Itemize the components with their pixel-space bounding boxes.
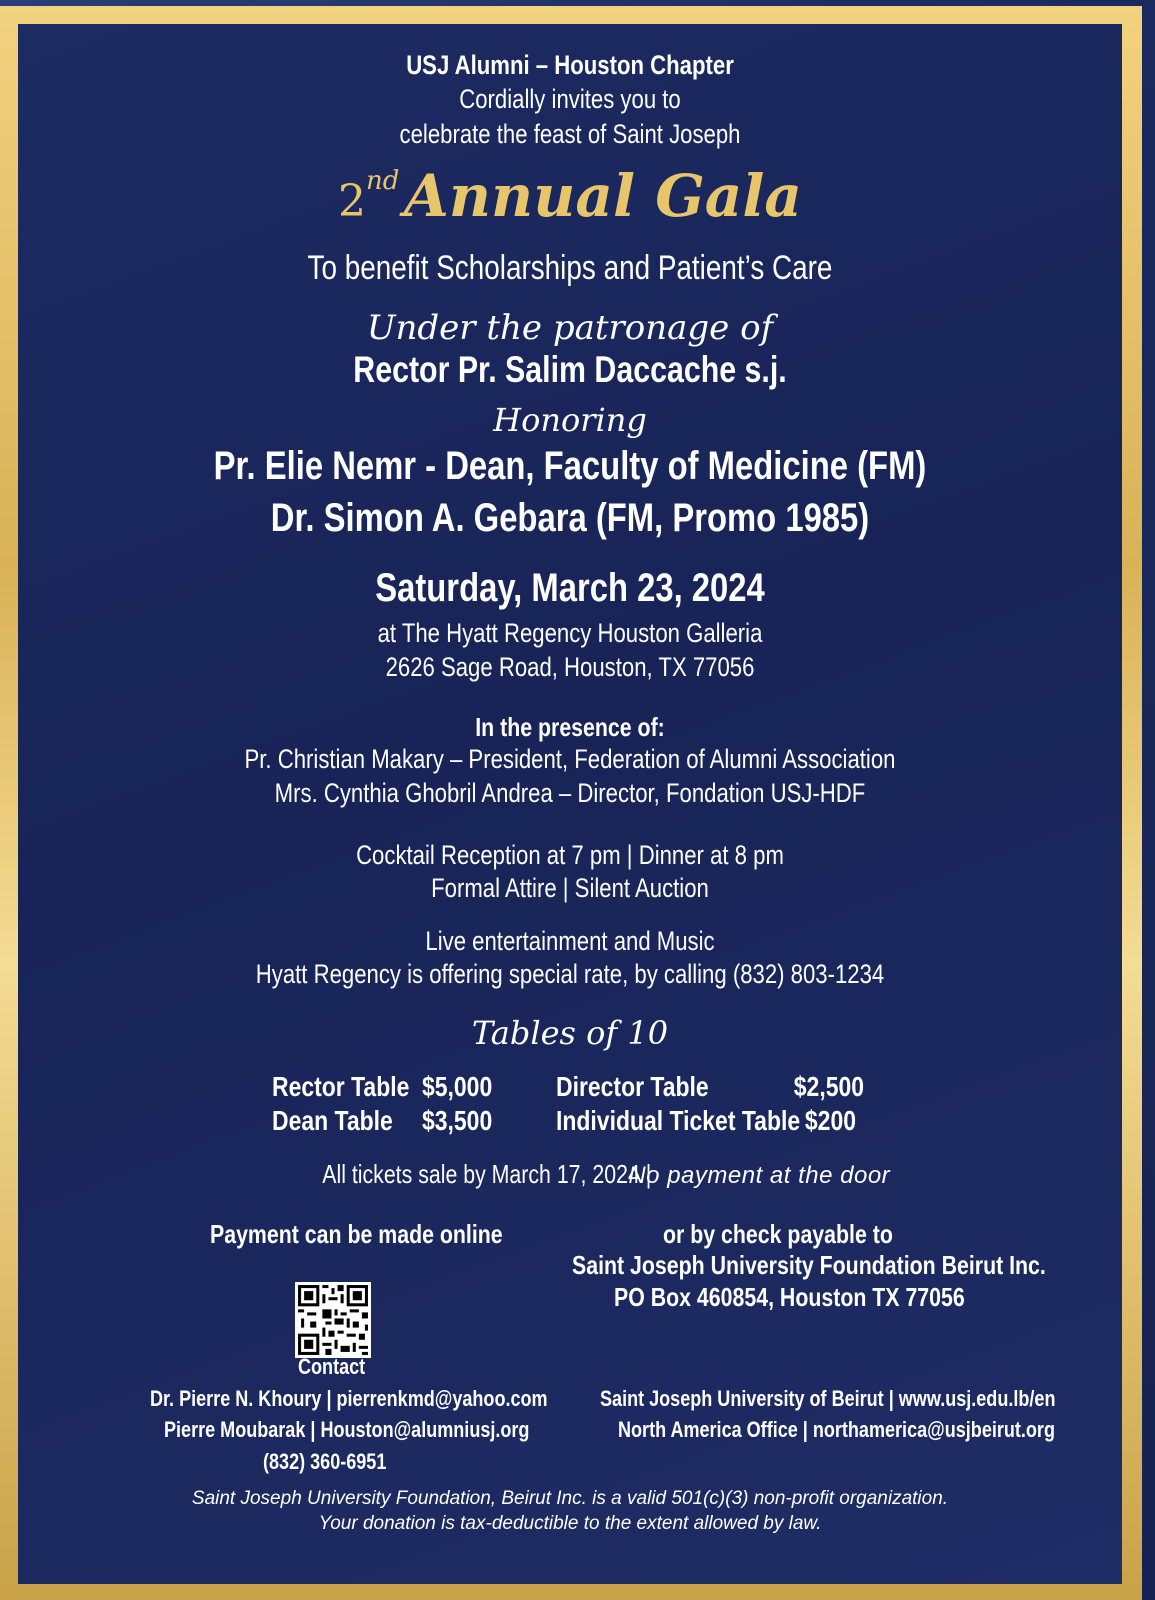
table-director-price: $2,500 [793,1071,864,1102]
schedule-line-2: Formal Attire | Silent Auction [431,873,709,903]
qr-code-icon [295,1282,371,1358]
no-door-payment: No payment at the door [628,1162,891,1189]
org-name: USJ Alumni – Houston Chapter [406,50,734,80]
contact-right-2: North America Office | northamerica@usjbeirut.org [618,1417,1055,1442]
event-address: 2626 Sage Road, Houston, TX 77056 [385,652,755,682]
payment-online-label: Payment can be made online [210,1219,503,1249]
invite-line-1: Cordially invites you to [459,84,681,114]
table-dean-name: Dean Table [272,1105,393,1136]
check-line-1: or by check payable to [663,1219,893,1249]
table-dean-price: $3,500 [422,1105,493,1136]
patron-name: Rector Pr. Salim Daccache s.j. [353,349,787,390]
honoring-label: Honoring [493,401,647,439]
extras-line-1: Live entertainment and Music [425,926,715,956]
table-individual-name: Individual Ticket Table [556,1105,801,1136]
gala-name: Annual Gala [403,162,802,230]
table-individual-price: $200 [804,1105,856,1136]
presence-guest-1: Pr. Christian Makary – President, Federation of Alumni Association [244,744,896,774]
ticket-deadline: All tickets sale by March 17, 2024 | [322,1159,652,1189]
contact-right-1: Saint Joseph University of Beirut | www.usj.edu.lb/en [600,1386,1056,1411]
tables-label: Tables of 10 [471,1014,669,1052]
contact-left-1: Dr. Pierre N. Khoury | pierrenkmd@yahoo.com [150,1386,548,1411]
contact-left-2: Pierre Moubarak | Houston@alumniusj.org [164,1417,530,1442]
presence-guest-2: Mrs. Cynthia Ghobril Andrea – Director, Fondation USJ-HDF [274,778,866,808]
contact-label: Contact [298,1354,366,1379]
patronage-label: Under the patronage of [366,308,774,348]
gala-title [18,162,1122,242]
ticket-deadline-line [18,1159,1122,1190]
event-date: Saturday, March 23, 2024 [375,566,765,610]
gala-ordinal-suffix: nd [366,166,400,196]
event-venue: at The Hyatt Regency Houston Galleria [377,618,763,648]
extras-line-2: Hyatt Regency is offering special rate, by calling (832) 803-1234 [255,959,885,989]
table-rector-name: Rector Table [272,1071,410,1102]
payment-qr-code[interactable] [295,1282,371,1358]
table-rector-price: $5,000 [422,1071,493,1102]
check-line-2: Saint Joseph University Foundation Beirut Inc. [572,1250,1046,1280]
benefit-line: To benefit Scholarships and Patient’s Care [307,249,833,287]
honoree-2: Dr. Simon A. Gebara (FM, Promo 1985) [270,496,870,540]
check-line-3: PO Box 460854, Houston TX 77056 [614,1282,965,1312]
contact-phone: (832) 360-6951 [263,1449,387,1474]
footer-line-2: Your donation is tax-deductible to the extent allowed by law. [318,1513,822,1534]
invite-line-2: celebrate the feast of Saint Joseph [399,119,741,149]
invitation-card [18,24,1122,1584]
schedule-line-1: Cocktail Reception at 7 pm | Dinner at 8 pm [356,840,784,870]
gala-ordinal: 2 [338,176,367,227]
footer-line-1: Saint Joseph University Foundation, Beirut Inc. is a valid 501(c)(3) non-profit organization. [191,1488,949,1509]
honoree-1: Pr. Elie Nemr - Dean, Faculty of Medicine (FM) [213,444,927,488]
presence-label: In the presence of: [475,712,665,742]
table-director-name: Director Table [556,1071,709,1102]
